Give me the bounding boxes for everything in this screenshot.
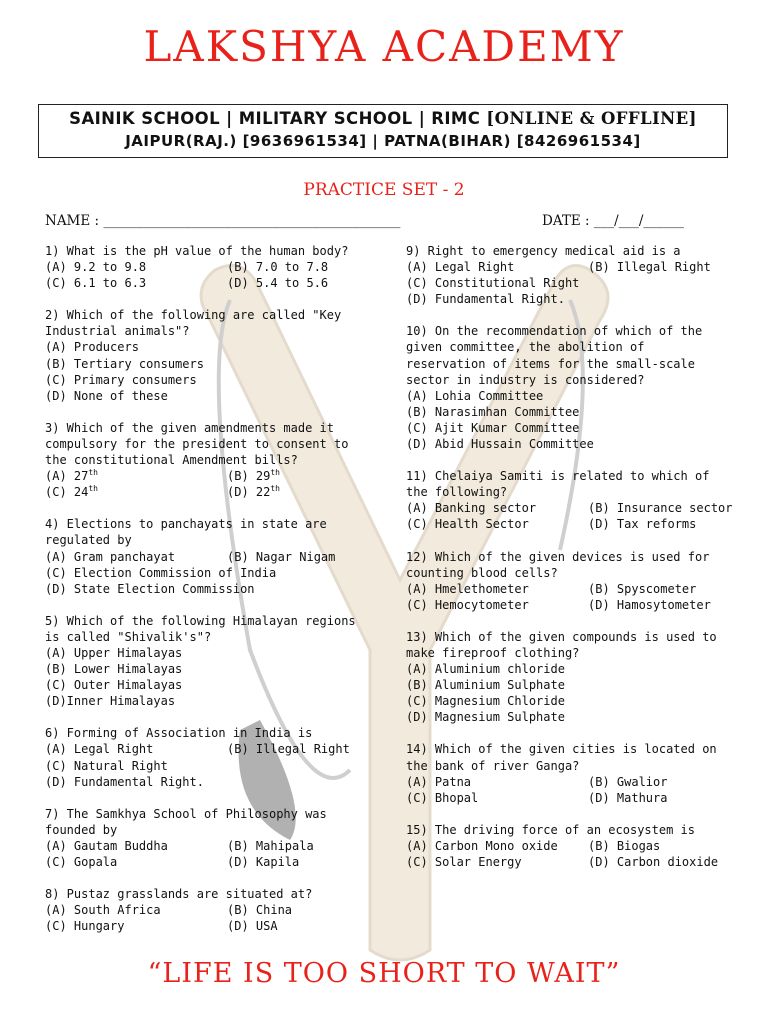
answer-option: (C) Primary consumers [45, 372, 197, 387]
question-stem: 12) Which of the given devices is used for counting blood cells? [406, 549, 717, 580]
answer-option: (D) Fundamental Right. [406, 292, 565, 307]
question [406, 549, 728, 613]
answer-option: (B) Gwalior [588, 774, 668, 789]
answer-option: (C) Natural Right [45, 758, 168, 773]
question-stem: 1) What is the pH value of the human body? [45, 244, 349, 258]
answer-option: (D) Magnesium Sulphate [406, 710, 565, 725]
question-stem: 14) Which of the given cities is located on the bank of river Ganga? [406, 742, 724, 773]
answer-option: (D) None of these [45, 388, 168, 403]
answer-option: (B) Mahipala [227, 838, 314, 853]
question-stem: 10) On the recommendation of which of the given committee, the abolition of reservation of items for the small-scale sector in industry is considered? [406, 324, 710, 387]
header-line-2: JAIPUR(RAJ.) [9636961534] | PATNA(BIHAR) [8426961534] [125, 132, 641, 150]
answer-option: (A) Upper Himalayas [45, 645, 183, 660]
name-field: NAME : ____________________________________________ [45, 213, 401, 229]
answer-option: (C) 24th [45, 484, 98, 500]
answer-option: (C) Hungary [45, 919, 125, 934]
answer-option: (A) South Africa [45, 903, 161, 918]
ordinal-suffix: th [88, 484, 98, 494]
ordinal-suffix: th [88, 468, 98, 478]
answer-option: (B) Aluminium Sulphate [406, 678, 565, 693]
answer-option: (B) Illegal Right [588, 260, 711, 275]
question [406, 822, 728, 870]
answer-option: (C) Bhopal [406, 790, 479, 805]
answer-option: (A) Gram panchayat [45, 549, 176, 564]
answer-option: (A) Patna [406, 774, 472, 789]
answer-option: (C) Constitutional Right [406, 276, 580, 291]
header-line-1-text: SAINIK SCHOOL | MILITARY SCHOOL | RIMC [69, 109, 481, 128]
practice-set-title: PRACTICE SET - 2 [303, 180, 465, 200]
question-stem: 15) The driving force of an ecosystem is [406, 822, 695, 837]
answer-option: (A) Banking sector [406, 501, 537, 516]
question-stem: 6) Forming of Association in India is [45, 726, 313, 741]
answer-option: (A) Gautam Buddha [45, 838, 168, 853]
answer-option: (A) 9.2 to 9.8 [45, 260, 147, 275]
answer-option: (B) 7.0 to 7.8 [227, 260, 329, 275]
answer-option: (A) Lohia Committee [406, 388, 544, 403]
answer-option: (A) Producers [45, 340, 139, 355]
answer-option: (A) Legal Right [406, 260, 515, 275]
question-stem: 3) Which of the given amendments made it compulsory for the president to consent to the constitutional Amendment bills? [45, 420, 356, 468]
question [406, 468, 733, 532]
answer-option: (D) 22th [227, 484, 280, 500]
question-stem: 9) Right to emergency medical aid is a [406, 244, 681, 258]
ordinal-suffix: th [270, 484, 280, 494]
question-stem: 2) Which of the following are called "Key Industrial animals"? [45, 308, 349, 339]
answer-option: (D) USA [227, 919, 278, 934]
question-stem: 7) The Samkhya School of Philosophy was founded by [45, 806, 334, 837]
answer-option: (B) Tertiary consumers [45, 356, 204, 371]
answer-option: (D) Hamosytometer [588, 597, 711, 612]
date-field: DATE : ___/___/______ [542, 213, 684, 229]
answer-option: (B) Spyscometer [588, 581, 697, 596]
answer-option: (C) Health Sector [406, 517, 529, 532]
answer-option: (B) Insurance sector [588, 501, 733, 516]
answer-option: (B) Nagar Nigam [227, 549, 336, 564]
header-line-1 [39, 109, 727, 128]
answer-option: (B) Lower Himalayas [45, 662, 183, 677]
questions-right-column [406, 243, 733, 886]
question-stem: 5) Which of the following Himalayan regions is called "Shivalik's"? [45, 613, 363, 644]
answer-option: (A) Hmelethometer [406, 581, 529, 596]
question [406, 741, 728, 805]
answer-option: (D) Mathura [588, 790, 668, 805]
answer-option: (D)Inner Himalayas [45, 694, 176, 709]
question [45, 420, 365, 500]
question [45, 307, 365, 404]
question [45, 516, 365, 596]
answer-option: (D) Kapila [227, 855, 300, 869]
question [45, 725, 365, 789]
answer-option: (B) China [227, 903, 293, 918]
header-box [38, 104, 728, 158]
question [406, 323, 728, 452]
question [45, 886, 365, 934]
question [45, 613, 365, 710]
question-stem: 4) Elections to panchayats in state are regulated by [45, 517, 334, 548]
answer-option: (B) 29th [227, 468, 280, 484]
question [406, 243, 728, 307]
question [45, 243, 365, 291]
answer-option: (D) Tax reforms [588, 517, 697, 532]
answer-option: (C) Election Commission of India [45, 565, 277, 580]
answer-option: (D) Fundamental Right. [45, 774, 204, 789]
answer-option: (A) Carbon Mono oxide [406, 838, 558, 853]
answer-option: (C) 6.1 to 6.3 [45, 276, 147, 291]
answer-option: (B) Narasimhan Committee [406, 404, 580, 419]
answer-option: (D) 5.4 to 5.6 [227, 276, 329, 291]
motto: “LIFE IS TOO SHORT TO WAIT” [147, 958, 621, 989]
answer-option: (D) Carbon dioxide [588, 855, 719, 869]
answer-option: (A) Legal Right [45, 742, 154, 757]
answer-option: (A) Aluminium chloride [406, 662, 565, 677]
ordinal-suffix: th [270, 468, 280, 478]
answer-option: (D) State Election Commission [45, 581, 255, 596]
question-stem: 8) Pustaz grasslands are situated at? [45, 887, 313, 902]
question [45, 806, 365, 870]
question-stem: 11) Chelaiya Samiti is related to which of the following? [406, 469, 717, 500]
question-stem: 13) Which of the given compounds is used to make fireproof clothing? [406, 629, 724, 660]
answer-option: (C) Solar Energy [406, 855, 522, 869]
academy-title: LAKSHYA ACADEMY [143, 22, 625, 71]
answer-option: (B) Illegal Right [227, 742, 350, 757]
answer-option: (C) Outer Himalayas [45, 678, 183, 693]
answer-option: (C) Hemocytometer [406, 597, 529, 612]
header-line-1-suffix: [ONLINE & OFFLINE] [486, 109, 697, 128]
answer-option: (C) Gopala [45, 855, 118, 869]
question [406, 629, 728, 726]
answer-option: (B) Biogas [588, 838, 661, 853]
answer-option: (D) Abid Hussain Committee [406, 437, 594, 452]
answer-option: (C) Ajit Kumar Committee [406, 420, 580, 435]
answer-option: (A) 27th [45, 468, 98, 484]
answer-option: (C) Magnesium Chloride [406, 694, 565, 709]
questions-left-column [45, 243, 365, 950]
